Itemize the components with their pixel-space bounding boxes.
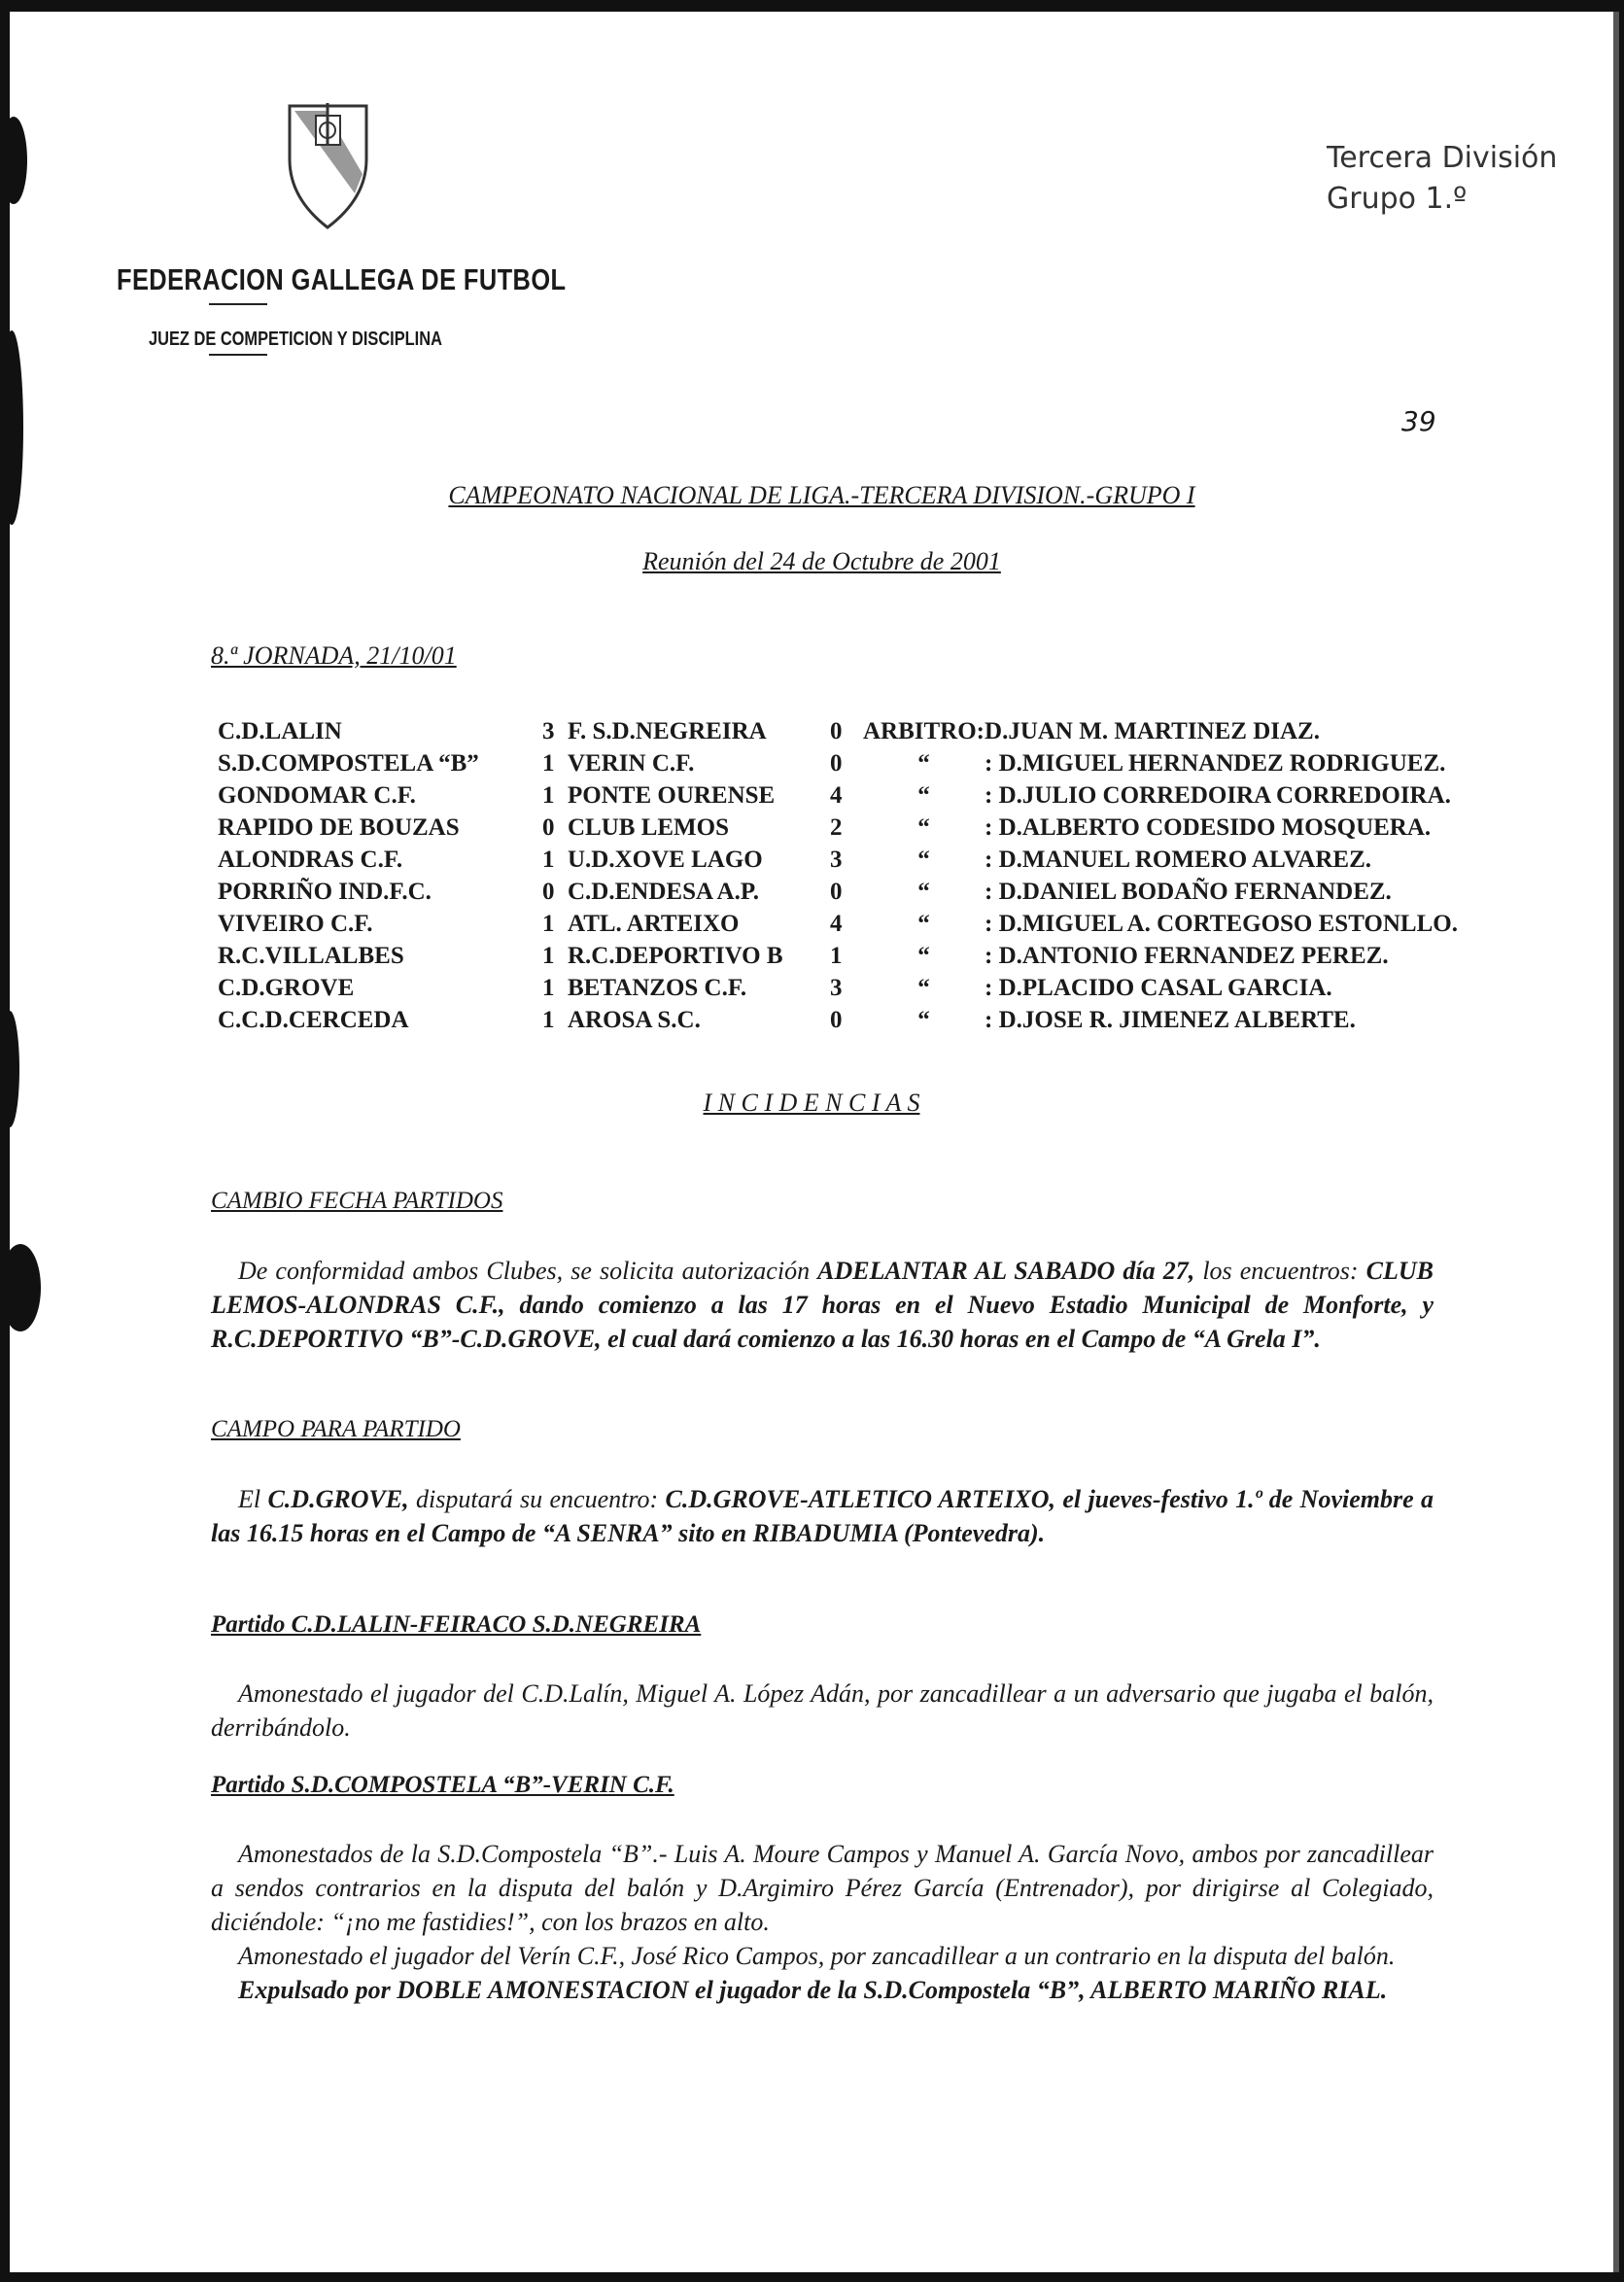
referee-name: : D.MIGUEL HERNANDEZ RODRIGUEZ. xyxy=(985,749,1446,777)
away-goals: 0 xyxy=(830,1006,843,1033)
incidencias-heading: I N C I D E N C I A S xyxy=(703,1089,920,1117)
referee-name: D.JUAN M. MARTINEZ DIAZ. xyxy=(985,717,1320,744)
home-goals: 1 xyxy=(542,846,555,873)
away-team: AROSA S.C. xyxy=(568,1006,701,1033)
home-goals: 1 xyxy=(542,1006,555,1033)
referee-name: : D.MANUEL ROMERO ALVAREZ. xyxy=(985,846,1371,873)
home-goals: 0 xyxy=(542,878,555,905)
section-heading: Partido S.D.COMPOSTELA “B”-VERIN C.F. xyxy=(211,1772,674,1798)
result-row xyxy=(218,779,1458,812)
referee-name: : D.PLACIDO CASAL GARCIA. xyxy=(985,974,1332,1001)
text: De conformidad ambos Clubes, se solicita autorización xyxy=(238,1257,818,1285)
text: C.D.GROVE, xyxy=(267,1485,409,1513)
away-team: ATL. ARTEIXO xyxy=(568,910,740,937)
section-paragraph xyxy=(211,1482,1434,1550)
away-team: U.D.XOVE LAGO xyxy=(568,846,763,873)
document-page xyxy=(10,12,1619,2272)
home-goals: 1 xyxy=(542,749,555,777)
referee-label: “ xyxy=(917,749,930,777)
referee-label: “ xyxy=(917,813,930,841)
division-info xyxy=(1327,138,1557,220)
text: Amonestados de la S.D.Compostela “B”.- Luis A. Moure Campos y Manuel A. García Novo, ambos por zancadillear a sendos contrarios en la disputa del balón y D.Argimiro Pérez García (Entrenador), por dirigirse al Colegiado, diciéndole: “¡no me fastidies!”, con los brazos en alto. xyxy=(211,1840,1434,1936)
home-goals: 1 xyxy=(542,942,555,969)
away-team: PONTE OURENSE xyxy=(568,781,776,809)
away-team: VERIN C.F. xyxy=(568,749,695,777)
text: Amonestado el jugador del C.D.Lalín, Miguel A. López Adán, por zancadillear a un adversario que jugaba el balón, derribándolo. xyxy=(211,1679,1434,1742)
text: disputará su encuentro: xyxy=(408,1485,666,1513)
referee-label: “ xyxy=(917,846,930,873)
text: El xyxy=(238,1485,268,1513)
text: ADELANTAR AL SABADO día 27, xyxy=(817,1257,1195,1285)
away-goals: 2 xyxy=(830,813,843,841)
referee-label: “ xyxy=(917,942,930,969)
away-team: R.C.DEPORTIVO B xyxy=(568,942,783,969)
away-team: F. S.D.NEGREIRA xyxy=(568,717,767,744)
results-table xyxy=(218,715,1458,1036)
away-goals: 1 xyxy=(830,942,843,969)
referee-name: : D.JOSE R. JIMENEZ ALBERTE. xyxy=(985,1006,1356,1033)
home-team: R.C.VILLALBES xyxy=(218,942,404,969)
away-team: C.D.ENDESA A.P. xyxy=(568,878,760,905)
home-team: C.D.GROVE xyxy=(218,974,355,1001)
meeting-date: Reunión del 24 de Octubre de 2001 xyxy=(642,547,1001,575)
result-row xyxy=(218,940,1458,972)
home-team: S.D.COMPOSTELA “B” xyxy=(218,749,479,777)
referee-label: “ xyxy=(917,910,930,937)
result-row xyxy=(218,844,1458,876)
text: CLUB LEMOS-ALONDRAS C.F., dando comienzo a las 17 horas en el Nuevo Estadio Municipal de Monforte, y R.C.DEPORTIVO “B”-C.D.GROVE, el cual dará comienzo a las 16.30 horas en el Campo de “A Grela I”. xyxy=(211,1257,1434,1353)
section-heading: CAMPO PARA PARTIDO xyxy=(211,1416,461,1442)
text: C.D.GROVE-ATLETICO ARTEIXO, el jueves-festivo 1.º de Noviembre a las 16.15 horas en el Campo de “A SENRA” sito en RIBADUMIA (Pontevedra). xyxy=(211,1485,1434,1547)
home-goals: 1 xyxy=(542,910,555,937)
section-paragraph xyxy=(211,1677,1434,1745)
home-team: RAPIDO DE BOUZAS xyxy=(218,813,460,841)
home-team: VIVEIRO C.F. xyxy=(218,910,373,937)
result-row xyxy=(218,812,1458,844)
result-row xyxy=(218,972,1458,1004)
referee-label: “ xyxy=(917,878,930,905)
referee-name: : D.JULIO CORREDOIRA CORREDOIRA. xyxy=(985,781,1451,809)
home-goals: 3 xyxy=(542,717,555,744)
home-goals: 1 xyxy=(542,974,555,1001)
referee-label: ARBITRO: xyxy=(863,717,985,744)
referee-name: : D.ANTONIO FERNANDEZ PEREZ. xyxy=(985,942,1389,969)
away-goals: 4 xyxy=(830,781,843,809)
federation-name: FEDERACION GALLEGA DE FUTBOL xyxy=(117,262,567,296)
away-goals: 3 xyxy=(830,974,843,1001)
text: los encuentros: xyxy=(1194,1257,1366,1285)
section-paragraph xyxy=(211,1254,1434,1356)
result-row xyxy=(218,1004,1458,1036)
referee-label: “ xyxy=(917,781,930,809)
away-goals: 0 xyxy=(830,749,843,777)
referee-label: “ xyxy=(917,974,930,1001)
away-team: BETANZOS C.F. xyxy=(568,974,747,1001)
home-goals: 1 xyxy=(542,781,555,809)
section-paragraph xyxy=(211,1837,1434,2007)
home-team: C.C.D.CERCEDA xyxy=(218,1006,409,1033)
home-team: ALONDRAS C.F. xyxy=(218,846,403,873)
page-number: 39 xyxy=(1401,405,1436,437)
jornada-heading: 8.ª JORNADA, 21/10/01 xyxy=(211,641,457,670)
referee-name: : D.MIGUEL A. CORTEGOSO ESTONLLO. xyxy=(985,910,1458,937)
referee-label: “ xyxy=(917,1006,930,1033)
text: Expulsado por DOBLE AMONESTACION el jugador de la S.D.Compostela “B”, ALBERTO MARIÑO RIAL. xyxy=(238,1976,1388,2004)
result-row xyxy=(218,908,1458,940)
section-heading: CAMBIO FECHA PARTIDOS xyxy=(211,1188,503,1214)
scan-edge xyxy=(0,117,27,204)
document-title: CAMPEONATO NACIONAL DE LIGA.-TERCERA DIVISION.-GRUPO I xyxy=(448,481,1195,509)
text: Amonestado el jugador del Verín C.F., José Rico Campos, por zancadillear a un contrario en la disputa del balón. xyxy=(238,1942,1396,1970)
referee-name: : D.DANIEL BODAÑO FERNANDEZ. xyxy=(985,878,1392,905)
section-heading: Partido C.D.LALIN-FEIRACO S.D.NEGREIRA xyxy=(211,1611,702,1638)
home-goals: 0 xyxy=(542,813,555,841)
away-goals: 3 xyxy=(830,846,843,873)
division-label: Tercera División xyxy=(1327,141,1558,175)
home-team: GONDOMAR C.F. xyxy=(218,781,416,809)
scan-edge xyxy=(0,330,23,525)
department-name: JUEZ DE COMPETICION Y DISCIPLINA xyxy=(149,328,442,350)
result-row xyxy=(218,715,1458,747)
group-label: Grupo 1.º xyxy=(1327,182,1468,216)
divider xyxy=(209,303,267,305)
scan-edge xyxy=(0,1244,41,1331)
result-row xyxy=(218,876,1458,908)
federation-crest-logo xyxy=(287,101,369,232)
home-team: PORRIÑO IND.F.C. xyxy=(218,878,432,905)
scan-edge xyxy=(0,1011,19,1127)
referee-name: : D.ALBERTO CODESIDO MOSQUERA. xyxy=(985,813,1432,841)
result-row xyxy=(218,747,1458,779)
away-goals: 0 xyxy=(830,878,843,905)
divider xyxy=(209,354,267,356)
away-team: CLUB LEMOS xyxy=(568,813,730,841)
away-goals: 0 xyxy=(830,717,843,744)
home-team: C.D.LALIN xyxy=(218,717,342,744)
away-goals: 4 xyxy=(830,910,843,937)
